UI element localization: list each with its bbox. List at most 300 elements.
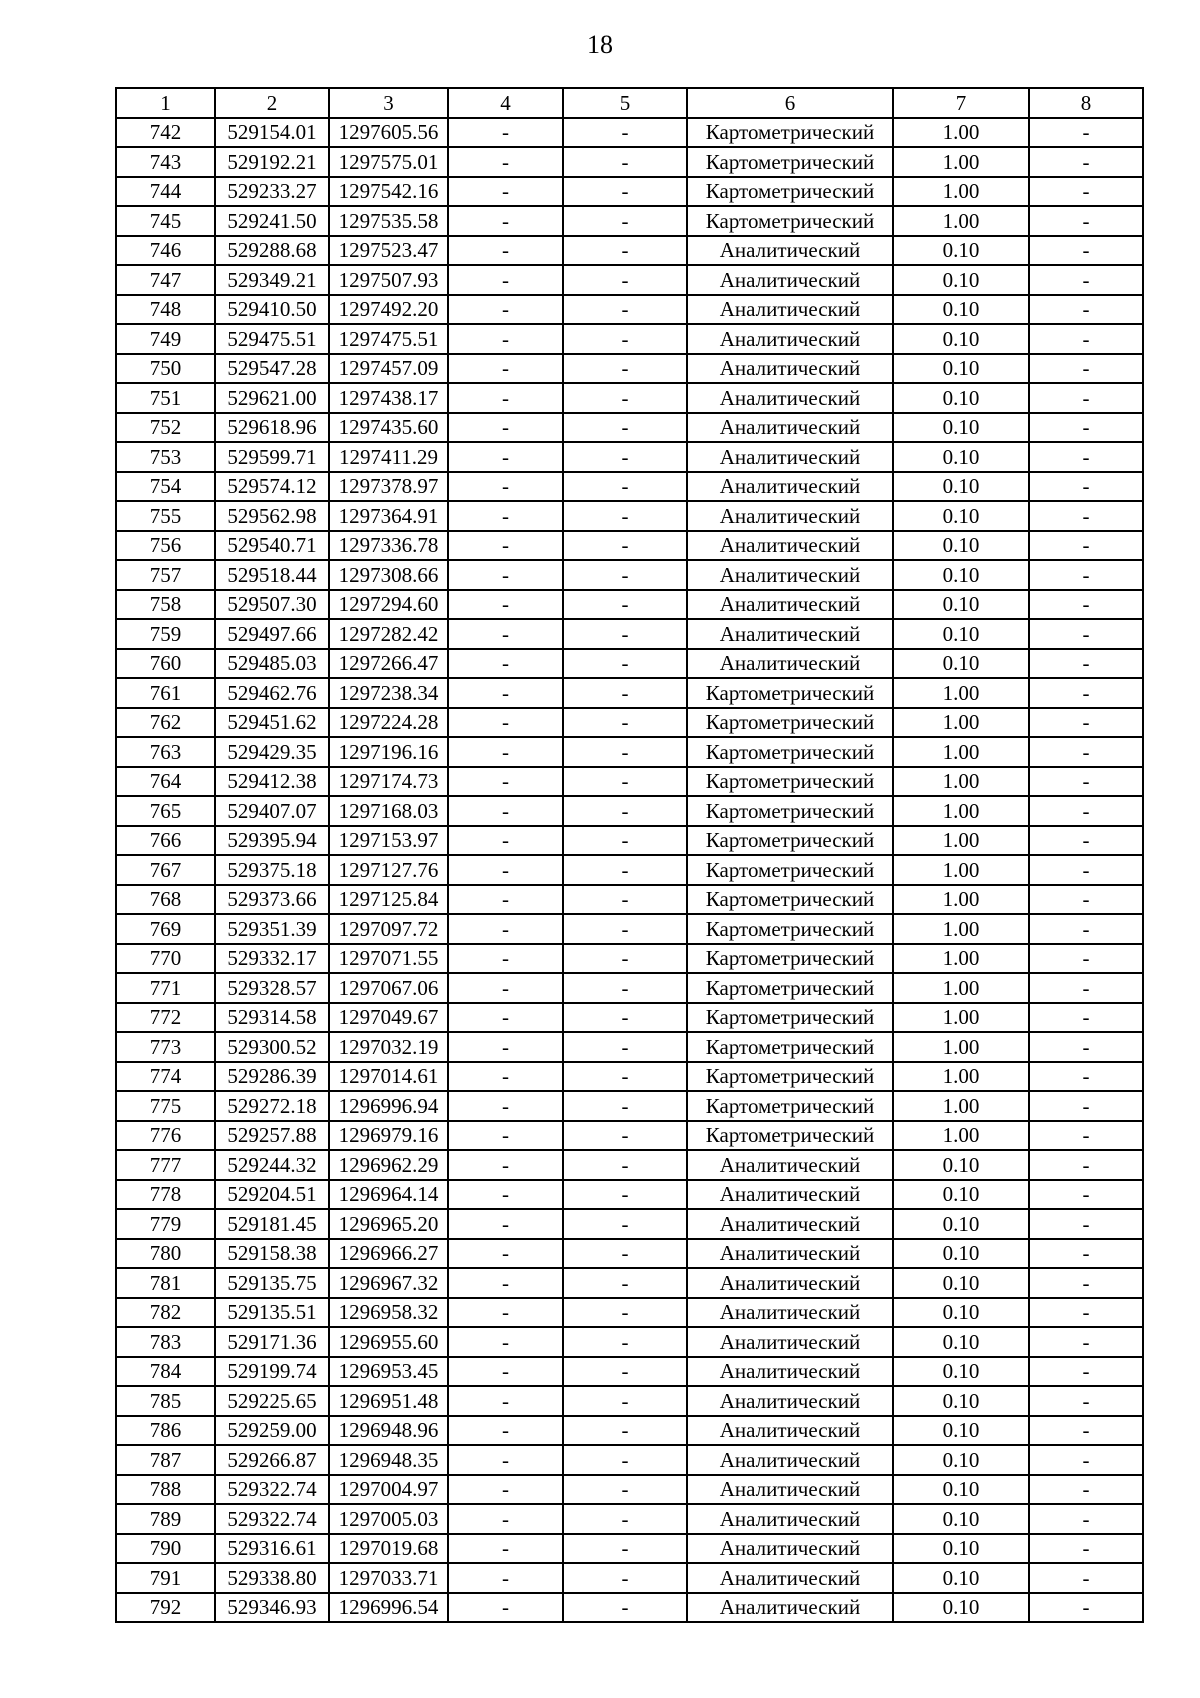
table-cell: -: [1029, 118, 1143, 148]
table-cell: 1.00: [893, 796, 1029, 826]
table-cell: 0.10: [893, 1504, 1029, 1534]
column-header: 6: [687, 88, 893, 118]
table-cell: 756: [116, 531, 215, 561]
table-cell: 0.10: [893, 619, 1029, 649]
table-cell: -: [1029, 1593, 1143, 1623]
table-cell: Картометрический: [687, 737, 893, 767]
table-row: [116, 206, 1143, 236]
table-cell: -: [563, 708, 687, 738]
table-cell: -: [563, 472, 687, 502]
table-cell: Аналитический: [687, 560, 893, 590]
table-row: [116, 1534, 1143, 1564]
table-cell: 1297127.76: [329, 855, 448, 885]
table-cell: 783: [116, 1327, 215, 1357]
table-row: [116, 1180, 1143, 1210]
table-cell: Аналитический: [687, 1150, 893, 1180]
table-cell: Картометрический: [687, 973, 893, 1003]
table-cell: 529328.57: [215, 973, 329, 1003]
table-cell: -: [448, 1268, 563, 1298]
table-cell: -: [448, 1239, 563, 1269]
table-cell: 1297378.97: [329, 472, 448, 502]
table-cell: -: [563, 324, 687, 354]
table-cell: 1.00: [893, 1091, 1029, 1121]
table-cell: -: [563, 590, 687, 620]
table-cell: 0.10: [893, 649, 1029, 679]
table-cell: -: [448, 1386, 563, 1416]
table-cell: Аналитический: [687, 236, 893, 266]
table-cell: -: [1029, 1268, 1143, 1298]
table-cell: 1297475.51: [329, 324, 448, 354]
table-cell: 1297523.47: [329, 236, 448, 266]
table-cell: 529135.51: [215, 1298, 329, 1328]
table-cell: -: [563, 914, 687, 944]
table-cell: Аналитический: [687, 1416, 893, 1446]
table-cell: 761: [116, 678, 215, 708]
table-cell: -: [563, 767, 687, 797]
table-row: [116, 1563, 1143, 1593]
table-cell: Аналитический: [687, 619, 893, 649]
table-cell: 0.10: [893, 501, 1029, 531]
table-cell: -: [448, 1032, 563, 1062]
table-cell: -: [563, 413, 687, 443]
table-cell: -: [563, 560, 687, 590]
table-cell: -: [563, 1416, 687, 1446]
table-cell: 529507.30: [215, 590, 329, 620]
table-cell: Аналитический: [687, 1445, 893, 1475]
table-cell: 1296996.94: [329, 1091, 448, 1121]
table-cell: 1297014.61: [329, 1062, 448, 1092]
table-cell: 0.10: [893, 1150, 1029, 1180]
header-row: [116, 88, 1143, 118]
table-cell: -: [448, 324, 563, 354]
table-cell: 1297282.42: [329, 619, 448, 649]
table-cell: Картометрический: [687, 147, 893, 177]
table-cell: -: [1029, 1150, 1143, 1180]
table-cell: -: [448, 796, 563, 826]
table-cell: 781: [116, 1268, 215, 1298]
table-cell: -: [1029, 177, 1143, 207]
table-cell: -: [448, 265, 563, 295]
table-row: [116, 560, 1143, 590]
table-cell: -: [563, 1121, 687, 1151]
table-row: [116, 531, 1143, 561]
table-row: [116, 1209, 1143, 1239]
table-cell: 750: [116, 354, 215, 384]
table-cell: -: [563, 973, 687, 1003]
table-cell: 529547.28: [215, 354, 329, 384]
table-cell: Аналитический: [687, 1593, 893, 1623]
table-cell: Аналитический: [687, 531, 893, 561]
table-cell: 1297364.91: [329, 501, 448, 531]
table-cell: 0.10: [893, 1268, 1029, 1298]
page-number: 18: [587, 30, 613, 59]
table-cell: -: [1029, 708, 1143, 738]
table-cell: 1297492.20: [329, 295, 448, 325]
table-cell: -: [1029, 1416, 1143, 1446]
table-cell: 529407.07: [215, 796, 329, 826]
table-cell: -: [448, 678, 563, 708]
table-row: [116, 649, 1143, 679]
table-cell: -: [448, 1593, 563, 1623]
table-cell: -: [448, 944, 563, 974]
table-cell: 775: [116, 1091, 215, 1121]
table-row: [116, 442, 1143, 472]
table-cell: 1296948.35: [329, 1445, 448, 1475]
table-cell: 780: [116, 1239, 215, 1269]
table-cell: -: [1029, 1357, 1143, 1387]
table-cell: 758: [116, 590, 215, 620]
table-cell: 1297224.28: [329, 708, 448, 738]
table-cell: 529158.38: [215, 1239, 329, 1269]
table-cell: Аналитический: [687, 649, 893, 679]
table-cell: -: [563, 826, 687, 856]
table-cell: Картометрический: [687, 177, 893, 207]
table-cell: -: [563, 649, 687, 679]
table-cell: Картометрический: [687, 826, 893, 856]
table-cell: 0.10: [893, 1563, 1029, 1593]
table-cell: 529497.66: [215, 619, 329, 649]
table-cell: -: [563, 1150, 687, 1180]
table-cell: 529204.51: [215, 1180, 329, 1210]
table-cell: 529351.39: [215, 914, 329, 944]
table-cell: 1297196.16: [329, 737, 448, 767]
table-cell: -: [448, 1475, 563, 1505]
table-row: [116, 501, 1143, 531]
table-row: [116, 1062, 1143, 1092]
table-cell: 0.10: [893, 1445, 1029, 1475]
table-cell: -: [448, 737, 563, 767]
table-cell: 529574.12: [215, 472, 329, 502]
table-cell: 787: [116, 1445, 215, 1475]
table-cell: -: [563, 1534, 687, 1564]
table-cell: 529485.03: [215, 649, 329, 679]
table-cell: 743: [116, 147, 215, 177]
table-cell: 1.00: [893, 973, 1029, 1003]
table-cell: -: [563, 1032, 687, 1062]
table-cell: 779: [116, 1209, 215, 1239]
table-row: [116, 1357, 1143, 1387]
table-cell: -: [1029, 737, 1143, 767]
table-row: [116, 236, 1143, 266]
table-cell: -: [563, 1593, 687, 1623]
table-cell: 0.10: [893, 1298, 1029, 1328]
table-cell: Аналитический: [687, 1239, 893, 1269]
table-cell: -: [563, 855, 687, 885]
table-cell: 1297294.60: [329, 590, 448, 620]
table-cell: -: [1029, 531, 1143, 561]
table-row: [116, 1150, 1143, 1180]
table-cell: -: [563, 383, 687, 413]
table-cell: 1296966.27: [329, 1239, 448, 1269]
table-cell: 1296996.54: [329, 1593, 448, 1623]
table-cell: -: [563, 796, 687, 826]
table-cell: -: [563, 1386, 687, 1416]
table-cell: -: [448, 472, 563, 502]
table-cell: 1297435.60: [329, 413, 448, 443]
table-cell: Аналитический: [687, 1357, 893, 1387]
table-cell: 1.00: [893, 1003, 1029, 1033]
table-cell: -: [1029, 206, 1143, 236]
table-cell: -: [563, 1062, 687, 1092]
table-row: [116, 177, 1143, 207]
table-cell: -: [448, 1121, 563, 1151]
table-row: [116, 1445, 1143, 1475]
table-cell: -: [1029, 1032, 1143, 1062]
table-cell: -: [563, 1180, 687, 1210]
table-cell: -: [448, 1003, 563, 1033]
table-cell: 529412.38: [215, 767, 329, 797]
table-cell: 791: [116, 1563, 215, 1593]
table-cell: 0.10: [893, 442, 1029, 472]
table-row: [116, 855, 1143, 885]
table-cell: 768: [116, 885, 215, 915]
table-cell: 786: [116, 1416, 215, 1446]
table-row: [116, 619, 1143, 649]
table-cell: 762: [116, 708, 215, 738]
table-cell: Аналитический: [687, 383, 893, 413]
table-row: [116, 1298, 1143, 1328]
table-row: [116, 147, 1143, 177]
table-cell: -: [563, 1209, 687, 1239]
table-cell: Аналитический: [687, 501, 893, 531]
table-cell: -: [563, 1475, 687, 1505]
table-cell: 1.00: [893, 914, 1029, 944]
table-row: [116, 767, 1143, 797]
table-cell: 529241.50: [215, 206, 329, 236]
table-cell: 0.10: [893, 1475, 1029, 1505]
table-cell: -: [1029, 619, 1143, 649]
table-cell: -: [1029, 1475, 1143, 1505]
table-cell: 1297411.29: [329, 442, 448, 472]
table-cell: -: [563, 1327, 687, 1357]
table-cell: -: [1029, 1062, 1143, 1092]
table-cell: 0.10: [893, 1209, 1029, 1239]
table-cell: -: [1029, 295, 1143, 325]
table-cell: -: [448, 885, 563, 915]
table-cell: 1.00: [893, 767, 1029, 797]
table-cell: 0.10: [893, 1357, 1029, 1387]
table-cell: -: [448, 177, 563, 207]
table-cell: 529375.18: [215, 855, 329, 885]
table-row: [116, 678, 1143, 708]
table-cell: Аналитический: [687, 1563, 893, 1593]
table-cell: 1296967.32: [329, 1268, 448, 1298]
table-cell: 1297238.34: [329, 678, 448, 708]
table-cell: 529154.01: [215, 118, 329, 148]
table-cell: 1296953.45: [329, 1357, 448, 1387]
table-cell: 753: [116, 442, 215, 472]
table-cell: 0.10: [893, 531, 1029, 561]
table-cell: -: [563, 1239, 687, 1269]
table-cell: 769: [116, 914, 215, 944]
table-cell: 1297266.47: [329, 649, 448, 679]
table-cell: -: [563, 118, 687, 148]
table-cell: -: [1029, 767, 1143, 797]
table-cell: 529288.68: [215, 236, 329, 266]
table-cell: 1.00: [893, 678, 1029, 708]
table-cell: 1.00: [893, 855, 1029, 885]
column-header: 1: [116, 88, 215, 118]
table-cell: -: [563, 1003, 687, 1033]
table-cell: 0.10: [893, 354, 1029, 384]
table-cell: Аналитический: [687, 1327, 893, 1357]
table-cell: -: [563, 885, 687, 915]
table-cell: 0.10: [893, 324, 1029, 354]
table-cell: Аналитический: [687, 1504, 893, 1534]
table-cell: -: [448, 147, 563, 177]
table-cell: 749: [116, 324, 215, 354]
table-cell: -: [1029, 590, 1143, 620]
table-cell: Картометрический: [687, 1121, 893, 1151]
table-cell: -: [1029, 472, 1143, 502]
table-cell: -: [1029, 944, 1143, 974]
table-cell: 529462.76: [215, 678, 329, 708]
table-cell: 1297071.55: [329, 944, 448, 974]
table-cell: Аналитический: [687, 1534, 893, 1564]
table-cell: 770: [116, 944, 215, 974]
column-header: 7: [893, 88, 1029, 118]
table-cell: -: [448, 560, 563, 590]
table-row: [116, 1593, 1143, 1623]
table-cell: 1.00: [893, 177, 1029, 207]
table-cell: 1297153.97: [329, 826, 448, 856]
table-row: [116, 1032, 1143, 1062]
table-cell: -: [1029, 678, 1143, 708]
table-cell: -: [448, 619, 563, 649]
table-header: [116, 88, 1143, 118]
table-cell: -: [1029, 1563, 1143, 1593]
table-cell: 529410.50: [215, 295, 329, 325]
table-cell: 1297033.71: [329, 1563, 448, 1593]
table-row: [116, 1504, 1143, 1534]
table-cell: -: [1029, 914, 1143, 944]
table-cell: 1.00: [893, 147, 1029, 177]
table-cell: -: [448, 1327, 563, 1357]
table-cell: 529266.87: [215, 1445, 329, 1475]
table-row: [116, 826, 1143, 856]
table-cell: -: [1029, 236, 1143, 266]
table-cell: 529332.17: [215, 944, 329, 974]
table-cell: 785: [116, 1386, 215, 1416]
table-cell: -: [563, 206, 687, 236]
table-row: [116, 324, 1143, 354]
table-cell: -: [563, 1563, 687, 1593]
column-header: 4: [448, 88, 563, 118]
table-cell: -: [563, 1268, 687, 1298]
table-cell: 0.10: [893, 236, 1029, 266]
table-cell: 529373.66: [215, 885, 329, 915]
table-row: [116, 885, 1143, 915]
table-cell: 1.00: [893, 1032, 1029, 1062]
table-row: [116, 590, 1143, 620]
table-cell: -: [448, 442, 563, 472]
table-cell: 0.10: [893, 383, 1029, 413]
table-cell: -: [563, 236, 687, 266]
table-cell: -: [1029, 1121, 1143, 1151]
table-row: [116, 472, 1143, 502]
table-cell: -: [448, 501, 563, 531]
table-cell: 529300.52: [215, 1032, 329, 1062]
table-cell: 1297542.16: [329, 177, 448, 207]
table-row: [116, 383, 1143, 413]
column-header: 8: [1029, 88, 1143, 118]
table-row: [116, 708, 1143, 738]
table-cell: 529395.94: [215, 826, 329, 856]
table-cell: 0.10: [893, 265, 1029, 295]
table-cell: 529272.18: [215, 1091, 329, 1121]
table-cell: 1297125.84: [329, 885, 448, 915]
table-cell: 529429.35: [215, 737, 329, 767]
table-cell: -: [1029, 1239, 1143, 1269]
table-row: [116, 1121, 1143, 1151]
table-cell: 776: [116, 1121, 215, 1151]
table-cell: 529244.32: [215, 1150, 329, 1180]
table-row: [116, 1239, 1143, 1269]
table-cell: 744: [116, 177, 215, 207]
table-cell: -: [1029, 1386, 1143, 1416]
table-cell: 529518.44: [215, 560, 329, 590]
table-cell: -: [448, 767, 563, 797]
table-cell: 1.00: [893, 206, 1029, 236]
table-cell: 529181.45: [215, 1209, 329, 1239]
table-cell: 0.10: [893, 1180, 1029, 1210]
table-cell: 1.00: [893, 118, 1029, 148]
column-header: 2: [215, 88, 329, 118]
table-cell: 0.10: [893, 560, 1029, 590]
table-cell: 760: [116, 649, 215, 679]
table-cell: 792: [116, 1593, 215, 1623]
table-cell: 790: [116, 1534, 215, 1564]
table-cell: -: [448, 1180, 563, 1210]
table-cell: -: [448, 914, 563, 944]
table-cell: 748: [116, 295, 215, 325]
table-cell: 752: [116, 413, 215, 443]
table-cell: 1.00: [893, 737, 1029, 767]
table-row: [116, 265, 1143, 295]
table-row: [116, 118, 1143, 148]
table-cell: 529475.51: [215, 324, 329, 354]
table-cell: -: [448, 354, 563, 384]
table-cell: -: [563, 354, 687, 384]
table-cell: Картометрический: [687, 206, 893, 236]
table-cell: Картометрический: [687, 678, 893, 708]
table-cell: 1297605.56: [329, 118, 448, 148]
table-cell: 1297097.72: [329, 914, 448, 944]
table-cell: -: [448, 1209, 563, 1239]
table-cell: -: [1029, 796, 1143, 826]
table-cell: -: [1029, 855, 1143, 885]
table-cell: 747: [116, 265, 215, 295]
table-cell: -: [1029, 560, 1143, 590]
table-cell: Картометрический: [687, 1032, 893, 1062]
table-cell: -: [1029, 442, 1143, 472]
table-cell: -: [563, 619, 687, 649]
table-cell: -: [448, 649, 563, 679]
table-cell: -: [448, 1563, 563, 1593]
table-cell: -: [563, 678, 687, 708]
table-cell: 1.00: [893, 708, 1029, 738]
table-row: [116, 1003, 1143, 1033]
table-cell: 0.10: [893, 1386, 1029, 1416]
table-cell: 0.10: [893, 1593, 1029, 1623]
table-cell: 529225.65: [215, 1386, 329, 1416]
table-cell: 771: [116, 973, 215, 1003]
table-cell: 1296951.48: [329, 1386, 448, 1416]
table-cell: -: [448, 1534, 563, 1564]
table-cell: 529338.80: [215, 1563, 329, 1593]
table-cell: 1296948.96: [329, 1416, 448, 1446]
table-cell: 529199.74: [215, 1357, 329, 1387]
